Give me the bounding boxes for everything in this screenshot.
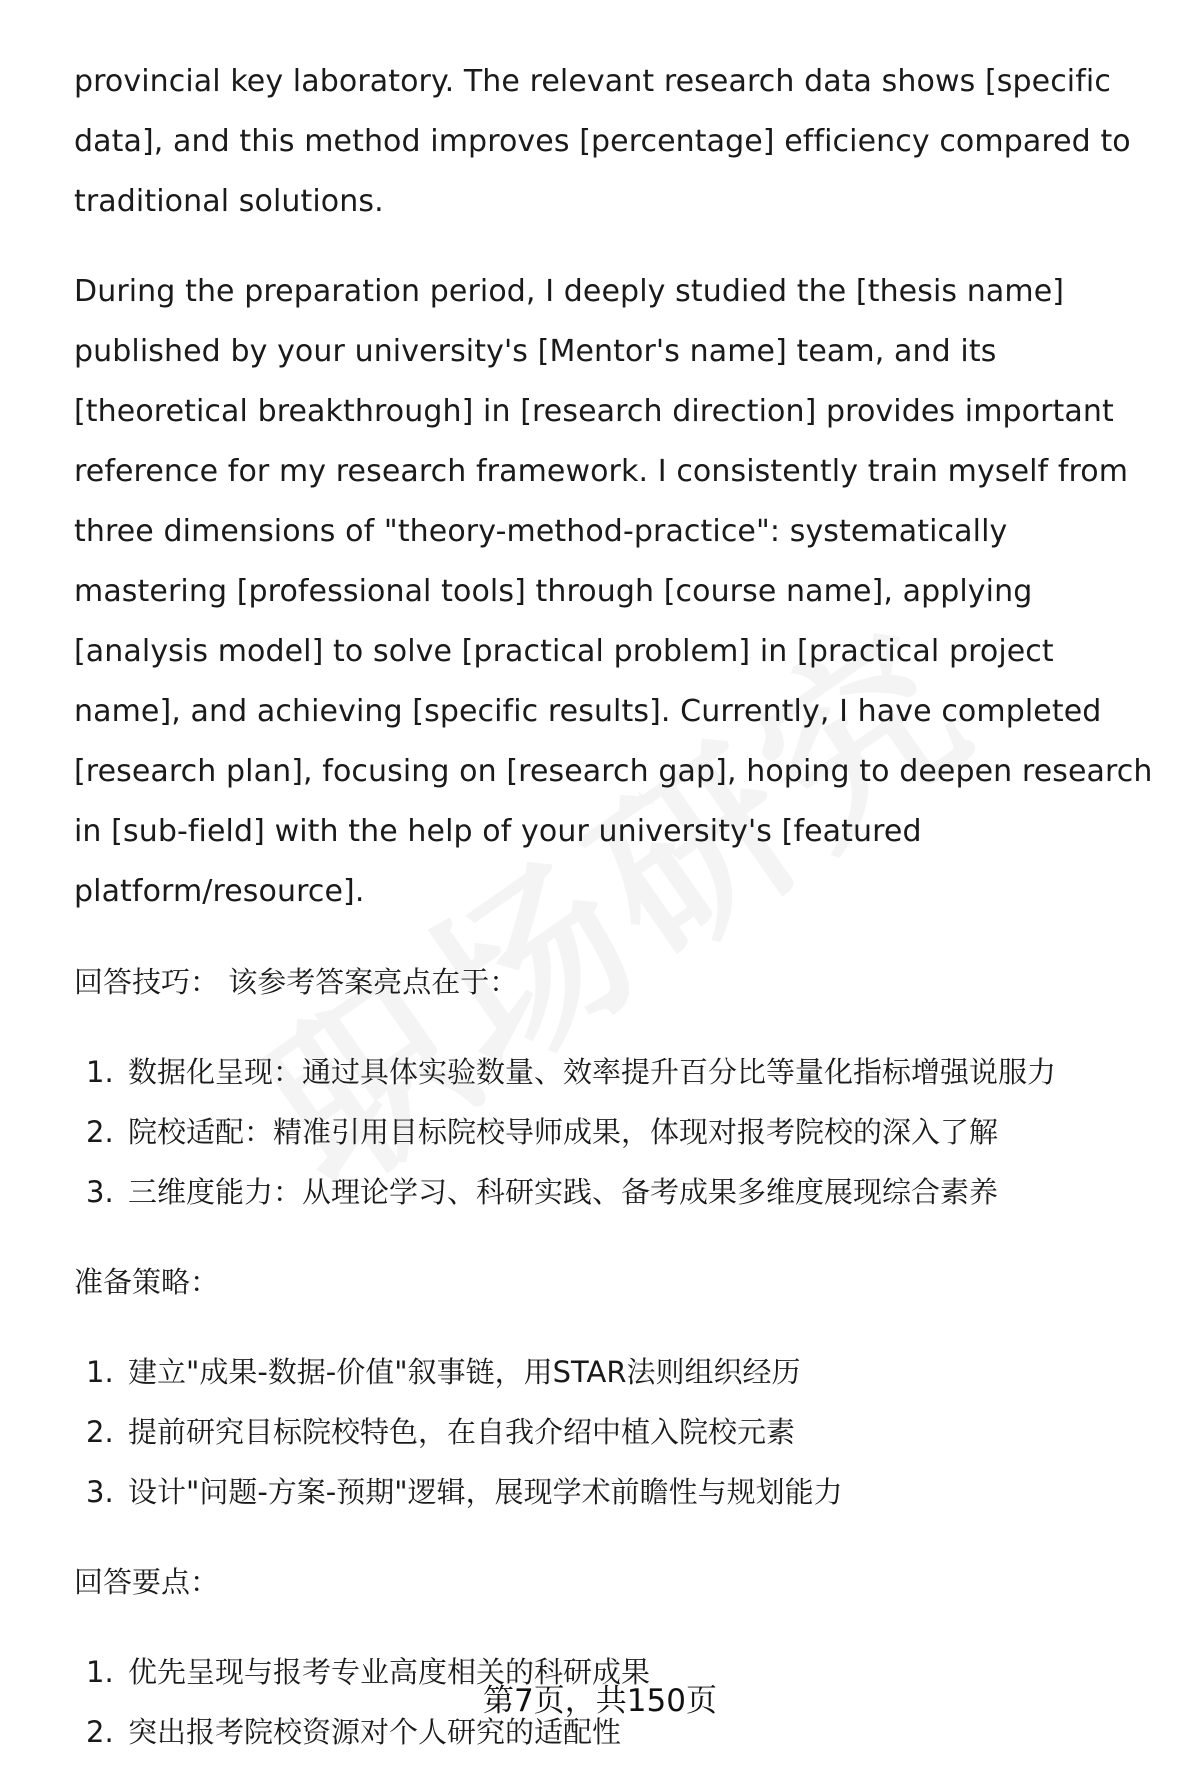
list-number: 1. [86, 1655, 114, 1689]
list-item [74, 1102, 1154, 1162]
strategy-list [74, 1342, 1154, 1522]
list-number: 3. [86, 1175, 114, 1209]
list-text: 院校适配：精准引用目标院校导师成果，体现对报考院校的深入了解 [128, 1115, 999, 1149]
tips-list [74, 1042, 1154, 1222]
list-item [74, 1342, 1154, 1402]
list-text: 突出报考院校资源对个人研究的适配性 [128, 1715, 622, 1749]
paragraph-1: provincial key laboratory. The relevant research data shows [specific data], and this method improves [percentage] efficiency compared to traditional solutions. [74, 64, 1131, 219]
strategy-label: 准备策略： [74, 1265, 220, 1299]
list-number: 2. [86, 1715, 114, 1749]
list-number: 1. [86, 1055, 114, 1089]
list-number: 2. [86, 1415, 114, 1449]
list-text: 优先呈现与报考专业高度相关的科研成果 [128, 1655, 651, 1689]
tips-label: 回答技巧： 该参考答案亮点在于： [74, 965, 519, 999]
list-text: 数据化呈现：通过具体实验数量、效率提升百分比等量化指标增强说服力 [128, 1055, 1057, 1089]
page-number: 第7页，共150页 [483, 1683, 717, 1719]
list-text: 三维度能力：从理论学习、科研实践、备考成果多维度展现综合素养 [128, 1175, 999, 1209]
list-item [74, 1462, 1154, 1522]
list-item [74, 1402, 1154, 1462]
keypoints-label: 回答要点： [74, 1565, 220, 1599]
list-item [74, 1162, 1154, 1222]
list-text: 设计"问题-方案-预期"逻辑，展现学术前瞻性与规划能力 [128, 1475, 843, 1509]
list-number: 1. [86, 1355, 114, 1389]
paragraph-2: During the preparation period, I deeply studied the [thesis name] published by your university's [Mentor's name] team, and its [theoretical breakthrough] in [research direction] provides important reference for my research framework. I consistently train myself from three dimensions of "theory-method-practice": systematically mastering [professional tools] through [course name], applying [analysis model] to solve [practical problem] in [practical project name], and achieving [specific results]. Currently, I have completed [research plan], focusing on [research gap], hoping to deepen research in [sub-field] with the help of your university's [featured platform/resource]. [74, 274, 1153, 909]
list-item [74, 1042, 1154, 1102]
list-number: 2. [86, 1115, 114, 1149]
page-content [74, 52, 1154, 1792]
list-text: 提前研究目标院校特色，在自我介绍中植入院校元素 [128, 1415, 796, 1449]
list-text: 建立"成果-数据-价值"叙事链，用STAR法则组织经历 [128, 1355, 801, 1389]
list-number: 3. [86, 1475, 114, 1509]
